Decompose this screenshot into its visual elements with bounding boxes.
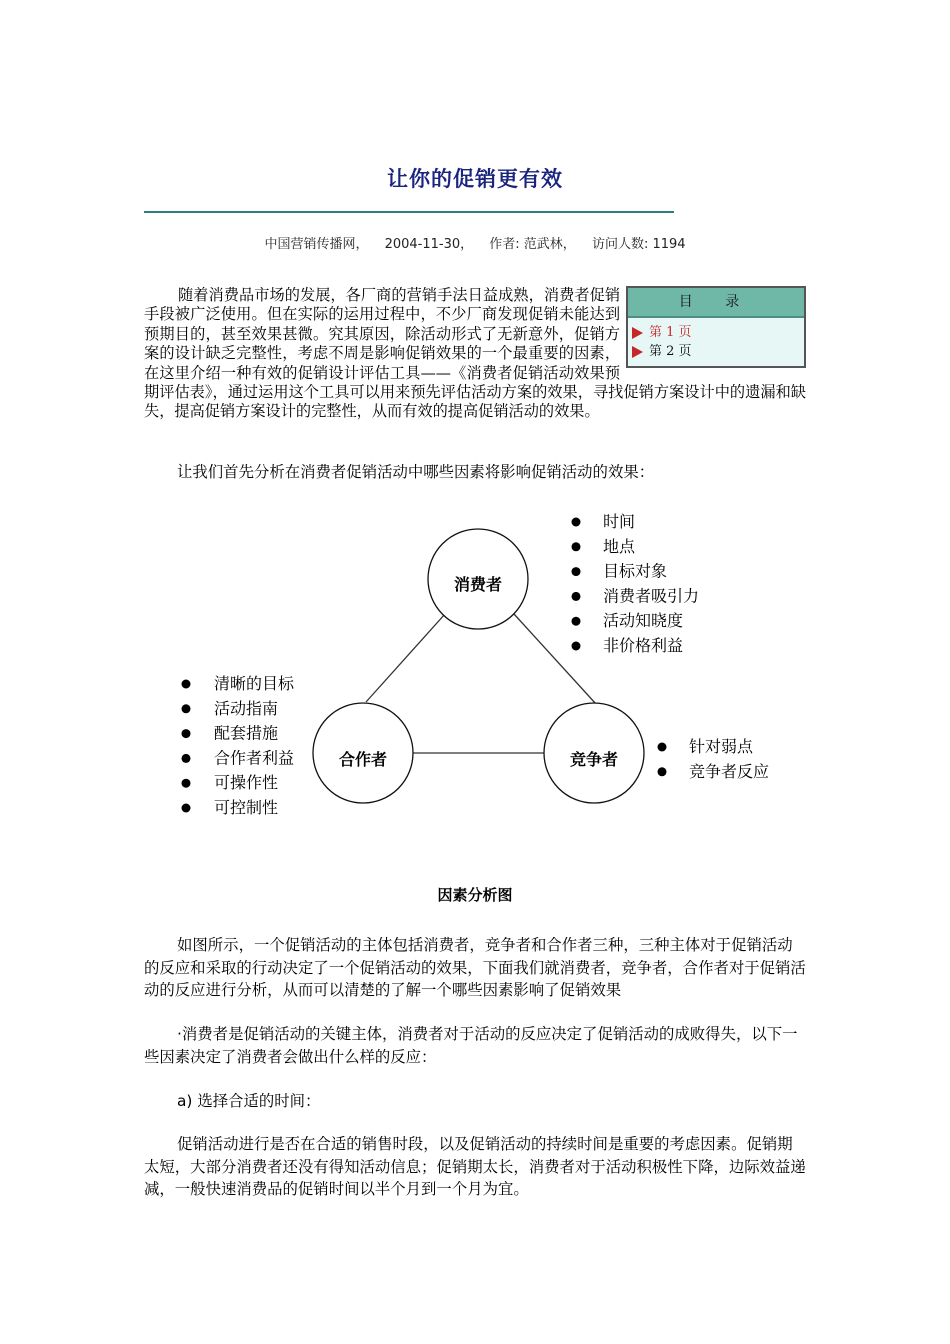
- bullet-icon: [182, 779, 191, 788]
- bullet-icon: [572, 518, 581, 527]
- competitor-factor-list: [658, 737, 770, 781]
- meta-author: 作者: 范武林，: [489, 237, 576, 252]
- factor-item: 合作者利益: [214, 748, 295, 768]
- node-competitor-label: 竞争者: [569, 750, 619, 769]
- paragraph-analysis-lead: 让我们首先分析在消费者促销活动中哪些因素将影响促销活动的效果：: [177, 463, 655, 481]
- factor-item: 竞争者反应: [689, 761, 770, 781]
- bullet-icon: [182, 804, 191, 813]
- toc-link-page-2[interactable]: [628, 342, 804, 361]
- factor-item: 配套措施: [214, 723, 279, 743]
- toc-list: [628, 318, 804, 361]
- factor-item: 时间: [603, 512, 636, 531]
- bullet-icon: [182, 704, 191, 713]
- paragraph-consumer-role: ·消费者是促销活动的关键主体，消费者对于活动的反应决定了促销活动的成败得失，以下一些因素决定了消费者会做出什么样的反应：: [144, 1025, 798, 1066]
- factor-item: 地点: [603, 536, 636, 556]
- meta-source: 中国营销传播网，: [264, 237, 369, 252]
- factor-item: 目标对象: [603, 561, 668, 581]
- toc-box: [626, 286, 806, 368]
- bullet-icon: [182, 729, 191, 738]
- paragraph-diagram-explanation: 如图所示，一个促销活动的主体包括消费者，竞争者和合作者三种，三种主体对于促销活动的反应和采取的行动决定了一个促销活动的效果，下面我们就消费者，竞争者，合作者对于促销活动的反应进行分析，从而可以清楚的了解一个哪些因素影响了促销效果: [144, 936, 806, 999]
- bullet-icon: [572, 617, 581, 626]
- factor-item: 消费者吸引力: [603, 586, 700, 606]
- intro-text: 随着消费品市场的发展，各厂商的营销手法日益成熟，消费者促销手段被广泛使用。但在实际的运用过程中，不少厂商发现促销未能达到预期目的，甚至效果甚微。究其原因，除活动形式了无新意外，促销方案的设计缺乏完整性，考虑不周是影响促销效果的一个最重要的因素，在这里介绍一种有效的促销设计评估工具——《消费者促销活动效果预期评估表》，通过运用这个工具可以用来预先评估活动方案的效果，寻找促销方案设计中的遗漏和缺失，提高促销方案设计的完整性，从而有效的提高促销活动的效果。: [144, 286, 806, 421]
- bullet-icon: [182, 754, 191, 763]
- consumer-factor-list: [572, 512, 700, 655]
- factor-item: 可操作性: [214, 773, 279, 793]
- bullet-icon: [572, 592, 581, 601]
- bullet-icon: [572, 542, 581, 551]
- diagram-caption: 因素分析图: [437, 886, 513, 904]
- factor-analysis-diagram: [0, 500, 950, 830]
- meta-date: 2004-11-30，: [384, 237, 474, 252]
- bullet-icon: [658, 767, 667, 776]
- factor-item: 清晰的目标: [214, 674, 295, 693]
- arrow-right-icon: [632, 327, 643, 339]
- article-title: 让你的促销更有效: [387, 167, 563, 191]
- paragraph-subheading-time: a) 选择合适的时间：: [177, 1092, 321, 1110]
- link-consumer-competitor: [514, 614, 596, 704]
- toc-link-page-1[interactable]: [628, 323, 804, 342]
- bullet-icon: [182, 680, 191, 689]
- article-meta: [0, 233, 950, 252]
- link-consumer-partner: [366, 614, 445, 702]
- toc-link-label: 第 1 页: [649, 324, 692, 340]
- intro-paragraph: [144, 286, 806, 422]
- toc-heading: 目 录: [628, 288, 804, 318]
- factor-item: 非价格利益: [603, 636, 684, 655]
- bullet-icon: [658, 743, 667, 752]
- factor-item: 活动知晓度: [603, 611, 684, 631]
- toc-link-label: 第 2 页: [649, 343, 692, 359]
- factor-item: 可控制性: [214, 798, 279, 817]
- title-divider: [144, 211, 674, 213]
- node-partner-label: 合作者: [338, 750, 388, 769]
- meta-visits: 访问人数: 1194: [591, 237, 686, 252]
- partner-factor-list: [182, 674, 296, 817]
- bullet-icon: [572, 567, 581, 576]
- bullet-icon: [572, 642, 581, 651]
- node-consumer-label: 消费者: [453, 575, 503, 594]
- factor-item: 针对弱点: [689, 737, 754, 756]
- factor-item: 活动指南: [214, 698, 279, 718]
- paragraph-time-detail: 促销活动进行是否在合适的销售时段，以及促销活动的持续时间是重要的考虑因素。促销期太短，大部分消费者还没有得知活动信息；促销期太长，消费者对于活动积极性下降，边际效益递减，一般快速消费品的促销时间以半个月到一个月为宜。: [144, 1135, 806, 1198]
- arrow-right-icon: [632, 346, 643, 358]
